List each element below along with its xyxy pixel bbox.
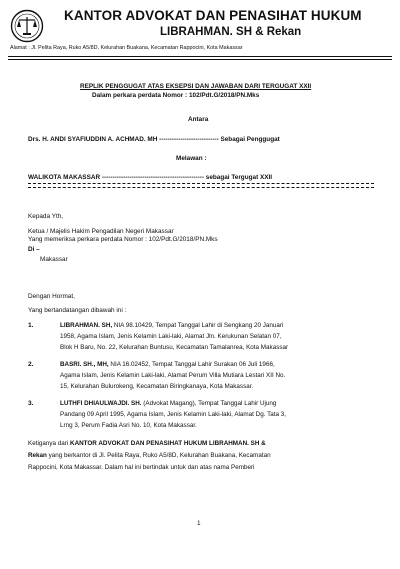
list-item-number: 2. — [28, 361, 34, 368]
paragraph-line — [28, 464, 254, 471]
letterhead-rule-thick — [8, 56, 392, 57]
person-details: Blok H Baru, No. 22, Kelurahan Buntusu, Kecamatan Tamalanrea, Kota Makassar — [60, 344, 289, 351]
scales-of-justice-icon — [10, 9, 44, 43]
paragraph-text: Ketiganya dari — [28, 440, 71, 447]
paragraph-line — [28, 452, 271, 459]
double-dashed-rule — [28, 183, 374, 188]
list-item — [60, 400, 276, 407]
defendant-line: WALIKOTA MAKASSAR ------------------------------------------------ sebagai Tergugat XXII — [28, 174, 273, 181]
firm-subtitle: LIBRAHMAN. SH & Rekan — [160, 26, 302, 38]
page-number: 1 — [197, 520, 201, 527]
person-details: 1958, Agama Islam, Jenis Kelamin Laki-laki, Alamat Jln. Kerukunan Selatan 07, — [60, 333, 282, 340]
addressee-line1: Ketua / Majelis Hakim Pengadilan Negeri Makassar — [28, 228, 174, 235]
paragraph-line — [28, 440, 266, 447]
list-item — [60, 322, 283, 329]
document-title: REPLIK PENGGUGAT ATAS EKSEPSI DAN JAWABAN DARI TERGUGAT XXII — [80, 83, 312, 90]
list-item — [60, 361, 275, 368]
letterhead-rule-thin — [8, 59, 392, 60]
addressee-kepada: Kepada Yth, — [28, 213, 64, 220]
firm-name: KANTOR ADVOKAT DAN PENASIHAT HUKUM — [64, 8, 362, 23]
case-number-line: Dalam perkara perdata Nomor : 102/Pdt.G/2018/PN.Mks — [92, 92, 260, 99]
person-details: NIA 98.10429, Tempat Tanggal Lahir di Sengkang 20 Januari — [113, 322, 284, 329]
greeting: Dengan Hormat, — [28, 293, 75, 300]
list-item-number: 3. — [28, 400, 34, 407]
melawan-label: Melawan : — [176, 155, 207, 162]
person-name: LUTHFI DHIAULWAJDI. SH. — [60, 400, 142, 407]
person-name: LIBRAHMAN. SH, — [60, 322, 113, 329]
paragraph-text: yang berkantor di Jl. Pelita Raya, Ruko A5/8D, Kelurahan Buakana, Kecamatan — [46, 452, 271, 459]
antara-label: Antara — [188, 116, 209, 123]
person-details: Agama Islam, Jenis Kelamin Laki-laki, Alamat Perum Villa Mutiara Lestari XII No. — [60, 372, 286, 379]
addressee-city: Makassar — [40, 256, 68, 263]
firm-name-inline: Rekan — [28, 452, 47, 459]
firm-name-inline: KANTOR ADVOKAT DAN PENASIHAT HUKUM LIBRAHMAN. SH & — [70, 440, 266, 447]
list-item-number: 1. — [28, 322, 34, 329]
addressee-di: Di – — [28, 246, 40, 253]
intro-line: Yang bertandatangan dibawah ini : — [28, 307, 127, 314]
person-details: Pandang 09 April 1995, Agama Islam, Jenis Kelamin Laki-laki, Alamat Dg. Tata 3, — [60, 411, 286, 418]
person-details: (Advokat Magang), Tempat Tanggal Lahir Ujung — [143, 400, 277, 407]
plaintiff-line: Drs. H. ANDI SYAFIUDDIN A. ACHMAD. MH ---------------------------- Sebagai Penggugat — [28, 136, 280, 143]
person-details: 15, Kelurahan Bulurokeng, Kecamatan Biringkanaya, Kota Makassar. — [60, 383, 254, 390]
person-name: BASRI. SH., MH, — [60, 361, 109, 368]
paragraph-text: Rappocini, Kota Makassar. Dalam hal ini bertindak untuk dan atas nama Pemberi — [28, 464, 255, 471]
person-details: Lrng 3, Perum Fadia Asri No. 10, Kota Makassar. — [60, 422, 197, 429]
addressee-line2: Yang memeriksa perkara perdata Nomor : 102/Pdt.G/2018/PN.Mks — [28, 236, 218, 243]
firm-address: Alamat : Jl. Pelita Raya, Ruko A5/8D, Kelurahan Buakana, Kecamatan Rappocini, Kota Makassar — [10, 45, 243, 51]
person-details: NIA 16.02452, Tempat Tanggal Lahir Surakan 06 Juli 1966, — [110, 361, 275, 368]
